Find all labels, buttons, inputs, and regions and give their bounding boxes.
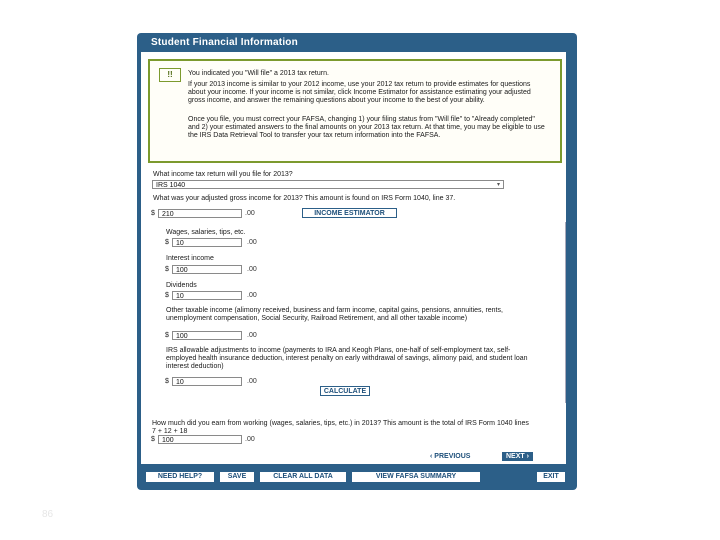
other-income-input[interactable]: 100 xyxy=(172,331,242,340)
chevron-right-icon: › xyxy=(526,453,529,460)
dollar-sign: $ xyxy=(165,292,169,299)
other-income-label: Other taxable income (alimony received, business and farm income, capital gains, pensions, annuities, rents, unemployment compensation, Social Security, Railroad Retirement, and all other taxable income) xyxy=(166,307,503,322)
wages-input[interactable]: 10 xyxy=(172,238,242,247)
dollar-sign: $ xyxy=(165,332,169,339)
dollar-sign: $ xyxy=(151,436,155,443)
dollar-sign: $ xyxy=(165,239,169,246)
dividends-label: Dividends xyxy=(166,282,197,289)
chevron-left-icon: ‹ xyxy=(430,453,433,460)
bottom-toolbar xyxy=(141,470,569,484)
slide-page-number: 86 xyxy=(42,509,54,520)
q-agi-label: What was your adjusted gross income for 2013? This amount is found on IRS Form 1040, line 37. xyxy=(153,195,456,202)
cents-label: .00 xyxy=(247,332,257,339)
notice-line1: You indicated you "Will file" a 2013 tax return. xyxy=(188,70,329,77)
view-fafsa-summary-button[interactable]: VIEW FAFSA SUMMARY xyxy=(352,472,480,482)
adjustments-label: IRS allowable adjustments to income (payments to IRA and Keogh Plans, one-half of self-employment tax, self-employed health insurance deduction, interest penalty on early withdrawal of savings, alimony paid, and student loan interest deduction) xyxy=(166,347,528,370)
interest-input[interactable]: 100 xyxy=(172,265,242,274)
cents-label: .00 xyxy=(247,378,257,385)
next-button[interactable]: NEXT › xyxy=(502,452,533,461)
cents-label: .00 xyxy=(245,210,255,217)
q-earned-label: How much did you earn from working (wages, salaries, tips, etc.) in 2013? This amount is the total of IRS Form 1040 lines 7 + 12 + 18 xyxy=(152,420,529,435)
cents-label: .00 xyxy=(247,239,257,246)
alert-icon: !! xyxy=(159,68,181,82)
agi-input[interactable]: 210 xyxy=(158,209,242,218)
return-type-select[interactable]: IRS 1040 xyxy=(152,180,504,189)
chevron-down-icon: ▾ xyxy=(497,182,501,188)
clear-all-data-button[interactable]: CLEAR ALL DATA xyxy=(260,472,346,482)
will-file-notice xyxy=(148,59,562,163)
page-title: Student Financial Information xyxy=(151,37,298,48)
exit-button[interactable]: EXIT xyxy=(537,472,565,482)
cents-label: .00 xyxy=(247,292,257,299)
notice-para1: If your 2013 income is similar to your 2012 income, use your 2012 tax return to provide estimates for questions about your income. If your income is not similar, click Income Estimator for assistance estimating your adjusted gross income, and answer the remaining questions about your income to the best of your ability. xyxy=(188,81,531,104)
dividends-input[interactable]: 10 xyxy=(172,291,242,300)
earned-input[interactable]: 100 xyxy=(158,435,242,444)
dollar-sign: $ xyxy=(165,266,169,273)
wages-label: Wages, salaries, tips, etc. xyxy=(166,229,246,236)
cents-label: .00 xyxy=(247,266,257,273)
need-help-button[interactable]: NEED HELP? xyxy=(146,472,214,482)
dollar-sign: $ xyxy=(165,378,169,385)
notice-para2: Once you file, you must correct your FAFSA, changing 1) your filing status from "Will file" to "Already completed" and 2) your estimated answers to the final amounts on your 2013 tax return. At that time, you may be eligible to use the IRS Data Retrieval Tool to transfer your tax return information into the FAFSA. xyxy=(188,116,545,139)
save-button[interactable]: SAVE xyxy=(220,472,254,482)
adjustments-input[interactable]: 10 xyxy=(172,377,242,386)
interest-label: Interest income xyxy=(166,255,214,262)
dollar-sign: $ xyxy=(151,210,155,217)
calculate-button[interactable]: CALCULATE xyxy=(320,386,370,396)
cents-label: .00 xyxy=(245,436,255,443)
income-estimator-button[interactable]: INCOME ESTIMATOR xyxy=(302,208,397,218)
previous-button[interactable]: ‹ PREVIOUS xyxy=(430,453,471,460)
q-return-label: What income tax return will you file for 2013? xyxy=(153,171,293,178)
